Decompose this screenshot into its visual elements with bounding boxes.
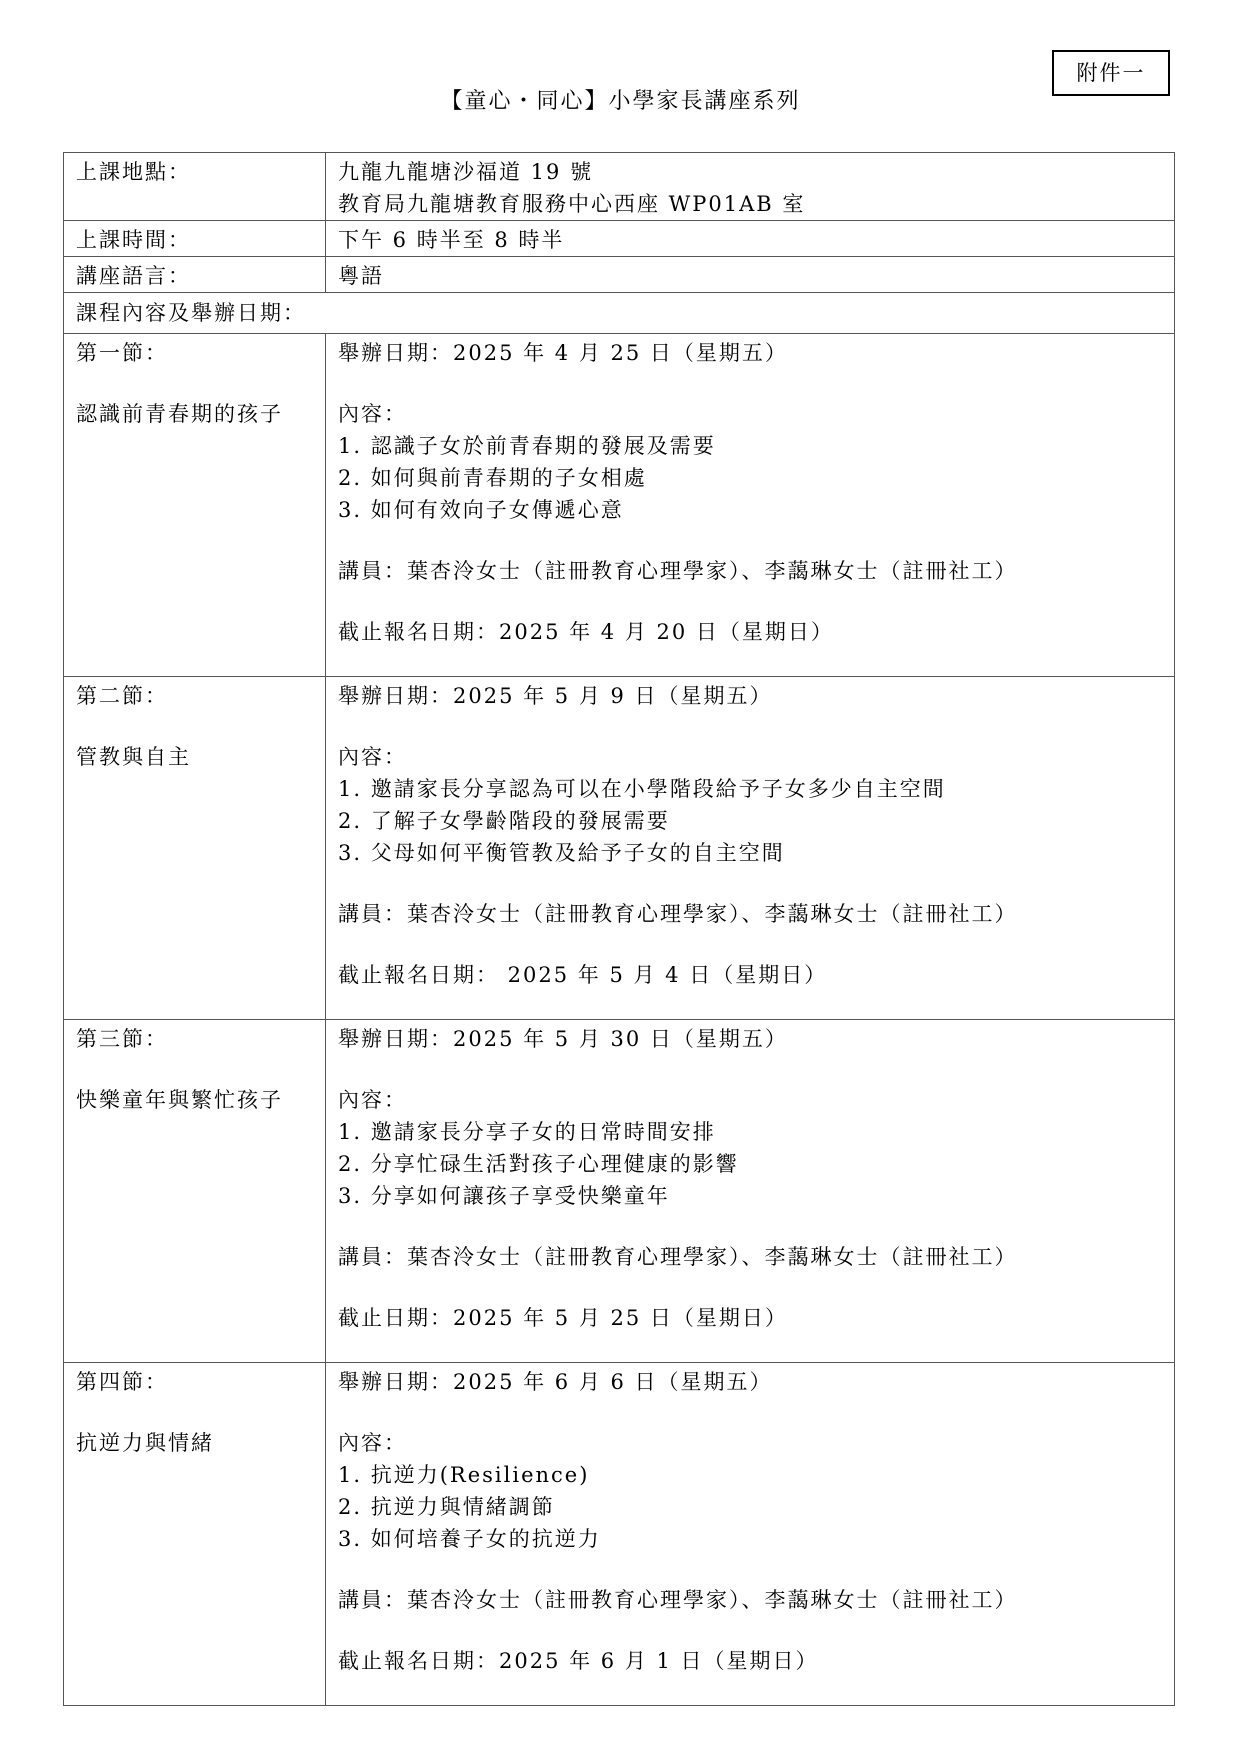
session-item: 1. 邀請家長分享子女的日常時間安排 — [338, 1120, 716, 1144]
language-value: 粵語 — [326, 257, 1175, 293]
session-speakers: 講員：葉杏泠女士（註冊教育心理學家）、李藹琳女士（註冊社工） — [338, 559, 1018, 583]
content-header: 課程內容及舉辦日期： — [64, 293, 1175, 334]
session-speakers: 講員：葉杏泠女士（註冊教育心理學家）、李藹琳女士（註冊社工） — [338, 1588, 1018, 1612]
session-row — [64, 1363, 1175, 1706]
session-item: 1. 抗逆力(Resilience) — [338, 1463, 590, 1487]
session-content-label: 內容： — [338, 402, 407, 426]
session-details — [326, 677, 1175, 1020]
annex-label: 附件一 — [1052, 50, 1170, 96]
session-item: 2. 如何與前青春期的子女相處 — [338, 466, 647, 490]
session-deadline: 截止報名日期： 2025 年 5 月 4 日（星期日） — [338, 963, 828, 987]
session-date: 舉辦日期：2025 年 5 月 9 日（星期五） — [338, 684, 773, 708]
session-row — [64, 1020, 1175, 1363]
session-deadline: 截止日期：2025 年 5 月 25 日（星期日） — [338, 1306, 788, 1330]
session-deadline: 截止報名日期：2025 年 4 月 20 日（星期日） — [338, 620, 834, 644]
course-table — [63, 152, 1175, 1706]
session-number: 第四節： — [76, 1370, 168, 1394]
session-topic: 快樂童年與繁忙孩子 — [76, 1088, 283, 1112]
session-speakers: 講員：葉杏泠女士（註冊教育心理學家）、李藹琳女士（註冊社工） — [338, 902, 1018, 926]
session-content-label: 內容： — [338, 745, 407, 769]
session-topic: 認識前青春期的孩子 — [76, 402, 283, 426]
session-topic: 抗逆力與情緒 — [76, 1431, 214, 1455]
language-label: 講座語言： — [64, 257, 326, 293]
session-item: 1. 認識子女於前青春期的發展及需要 — [338, 434, 716, 458]
session-item: 3. 父母如何平衡管教及給予子女的自主空間 — [338, 841, 785, 865]
session-item: 2. 分享忙碌生活對孩子心理健康的影響 — [338, 1152, 739, 1176]
session-row — [64, 677, 1175, 1020]
session-item: 3. 如何培養子女的抗逆力 — [338, 1527, 601, 1551]
location-row — [64, 153, 1175, 221]
session-item: 3. 分享如何讓孩子享受快樂童年 — [338, 1184, 670, 1208]
session-item: 1. 邀請家長分享認為可以在小學階段給予子女多少自主空間 — [338, 777, 946, 801]
session-date: 舉辦日期：2025 年 4 月 25 日（星期五） — [338, 341, 788, 365]
session-content-label: 內容： — [338, 1088, 407, 1112]
time-label: 上課時間： — [64, 221, 326, 257]
session-details — [326, 1020, 1175, 1363]
session-row — [64, 334, 1175, 677]
session-speakers: 講員：葉杏泠女士（註冊教育心理學家）、李藹琳女士（註冊社工） — [338, 1245, 1018, 1269]
location-line: 教育局九龍塘教育服務中心西座 WP01AB 室 — [338, 192, 806, 216]
session-heading — [64, 677, 326, 1020]
content-header-row — [64, 293, 1175, 334]
session-date: 舉辦日期：2025 年 5 月 30 日（星期五） — [338, 1027, 788, 1051]
location-label: 上課地點： — [64, 153, 326, 221]
session-item: 2. 抗逆力與情緒調節 — [338, 1495, 555, 1519]
session-number: 第二節： — [76, 684, 168, 708]
session-item: 2. 了解子女學齡階段的發展需要 — [338, 809, 670, 833]
session-details — [326, 1363, 1175, 1706]
session-date: 舉辦日期：2025 年 6 月 6 日（星期五） — [338, 1370, 773, 1394]
session-number: 第三節： — [76, 1027, 168, 1051]
session-heading — [64, 1020, 326, 1363]
session-heading — [64, 1363, 326, 1706]
session-details — [326, 334, 1175, 677]
session-topic: 管教與自主 — [76, 745, 191, 769]
session-heading — [64, 334, 326, 677]
time-row — [64, 221, 1175, 257]
location-value — [326, 153, 1175, 221]
language-row — [64, 257, 1175, 293]
session-content-label: 內容： — [338, 1431, 407, 1455]
session-number: 第一節： — [76, 341, 168, 365]
location-line: 九龍九龍塘沙福道 19 號 — [338, 160, 594, 184]
time-value: 下午 6 時半至 8 時半 — [326, 221, 1175, 257]
page-title: 【童心・同心】小學家長講座系列 — [440, 89, 801, 114]
session-item: 3. 如何有效向子女傳遞心意 — [338, 498, 624, 522]
session-deadline: 截止報名日期：2025 年 6 月 1 日（星期日） — [338, 1649, 819, 1673]
